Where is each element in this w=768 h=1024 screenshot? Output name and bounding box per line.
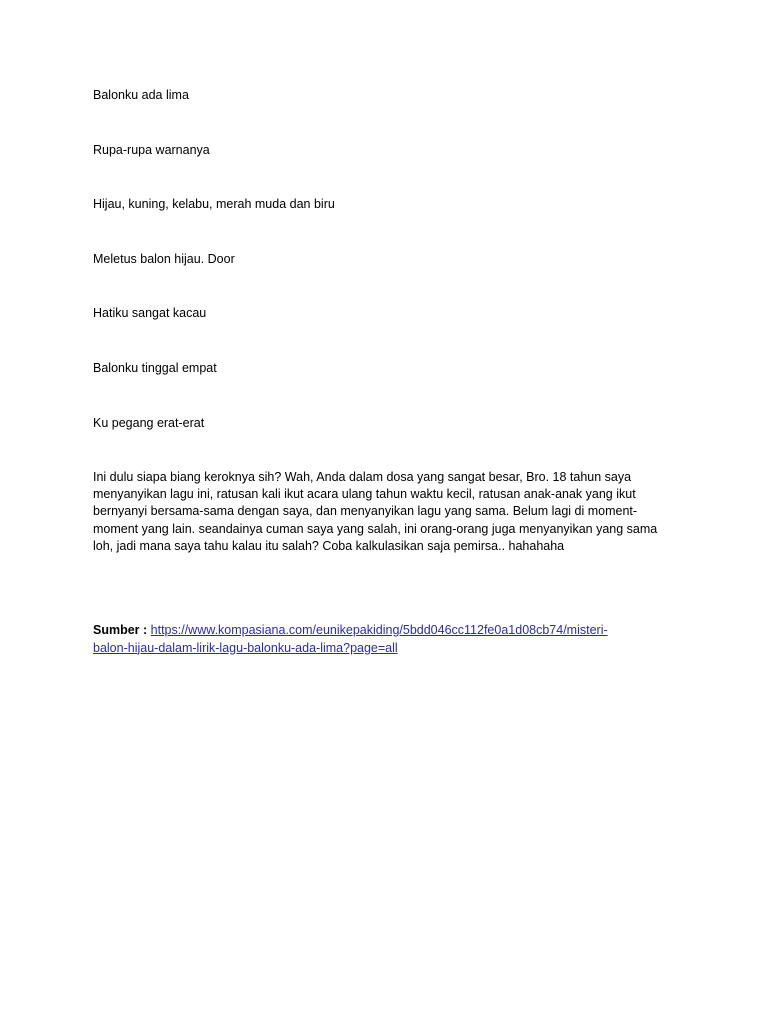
commentary-line-5: loh, jadi mana saya tahu kalau itu salah? Coba kalkulasikan saja pemirsa.. hahahaha xyxy=(93,538,565,553)
lyric-line-7: Ku pegang erat-erat xyxy=(93,416,205,430)
lyric-line-4: Meletus balon hijau. Door xyxy=(93,252,235,266)
commentary-paragraph xyxy=(93,469,683,555)
commentary-line-3: bernyanyi bersama-sama dengan saya, dan menyanyikan lagu yang sama. Belum lagi di moment- xyxy=(93,504,638,519)
lyric-line-2: Rupa-rupa warnanya xyxy=(93,143,210,157)
lyric-line-1: Balonku ada lima xyxy=(93,88,189,102)
source-link[interactable] xyxy=(93,623,608,655)
commentary-line-1: Ini dulu siapa biang keroknya sih? Wah, Anda dalam dosa yang sangat besar, Bro. 18 tahun saya xyxy=(93,470,632,484)
source-citation xyxy=(93,622,693,657)
lyric-line-3: Hijau, kuning, kelabu, merah muda dan biru xyxy=(93,197,335,211)
lyric-line-5: Hatiku sangat kacau xyxy=(93,306,207,320)
source-link-line-1: https://www.kompasiana.com/eunikepakiding/5bdd046cc112fe0a1d08cb74/misteri- xyxy=(150,623,608,637)
source-label: Sumber : xyxy=(93,623,151,637)
source-link-line-2: balon-hijau-dalam-lirik-lagu-balonku-ada-lima?page=all xyxy=(93,640,398,655)
commentary-line-4: moment yang lain. seandainya cuman saya yang salah, ini orang-orang juga menyanyikan yang sama xyxy=(93,521,658,536)
commentary-line-2: menyanyikan lagu ini, ratusan kali ikut acara ulang tahun waktu kecil, ratusan anak-anak yang ikut xyxy=(93,487,636,502)
lyric-line-6: Balonku tinggal empat xyxy=(93,361,217,375)
